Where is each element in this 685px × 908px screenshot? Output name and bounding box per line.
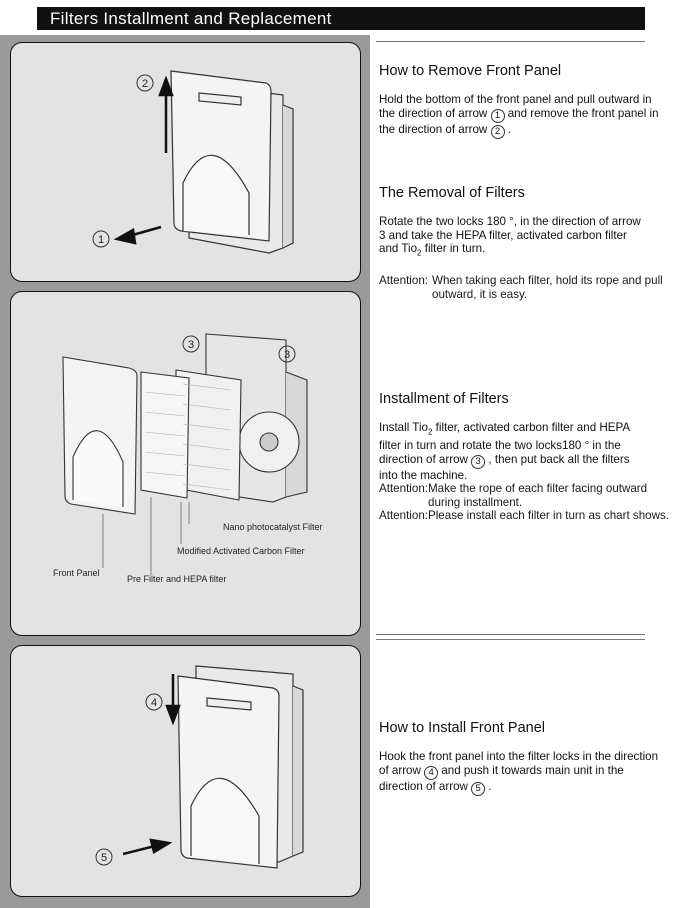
label-carbon-filter: Modified Activated Carbon Filter (177, 546, 305, 556)
arrow-ref-5: 5 (471, 782, 485, 796)
arrow-ref-2: 2 (491, 125, 505, 139)
arrow-ref-3: 3 (471, 455, 485, 469)
section-install-panel (379, 720, 669, 796)
arrow-ref-4: 4 (424, 766, 438, 780)
attention-note-1: Attention: Make the rope of each filter facing outward during installment. (379, 482, 648, 509)
figure-install-panel (10, 645, 361, 897)
hepa-filter (141, 372, 189, 498)
section-body: Install Tio$_2$ filter, activated carbon filter and HEPA filter in turn and rotate the two locks180 ° in the direction of arrow 3 , then put back all the filters into the machine. (379, 421, 630, 482)
section-title: The Removal of Filters (379, 185, 525, 201)
arrow-4-callout: 4 (150, 697, 158, 709)
arrow-1-callout: 1 (97, 234, 105, 246)
section-install-filters (379, 391, 669, 523)
attention-note-2: Attention: Please install each filter in turn as chart shows. (379, 509, 670, 523)
figure-remove-panel (10, 42, 361, 282)
label-nano-filter: Nano photocatalyst Filter (223, 522, 323, 532)
attention-note: Attention: When taking each filter, hold its rope and pull outward, it is easy. (379, 274, 663, 301)
section-body: Hold the bottom of the front panel and pull outward in the direction of arrow 1 and remove the front panel in the direction of arrow 2 . (379, 93, 659, 137)
arrow-5-callout: 5 (100, 852, 108, 864)
section-body: Hook the front panel into the filter locks in the direction of arrow 4 and push it towards main unit in the direction of arrow 5 . (379, 750, 659, 794)
section-title: How to Remove Front Panel (379, 63, 562, 79)
label-front-panel: Front Panel (53, 568, 100, 578)
figure-filters-exploded (10, 291, 361, 636)
section-body: Rotate the two locks 180 °, in the direction of arrow 3 and take the HEPA filter, activated carbon filter and Tio$_2$ filter in turn. (379, 215, 641, 258)
page-title: Filters Installment and Replacement (37, 7, 645, 30)
lock-right-callout: 3 (283, 349, 291, 361)
section-title: Installment of Filters (379, 391, 509, 407)
arrow-ref-1: 1 (491, 109, 505, 123)
lock-left-callout: 3 (187, 339, 195, 351)
divider-middle (376, 634, 645, 640)
label-pre-filter: Pre Filter and HEPA filter (127, 574, 227, 584)
section-title: How to Install Front Panel (379, 720, 546, 736)
divider-top (376, 41, 645, 42)
arrow-2-callout: 2 (141, 78, 149, 90)
section-remove-panel (379, 63, 669, 139)
section-removal-filters (379, 185, 669, 301)
